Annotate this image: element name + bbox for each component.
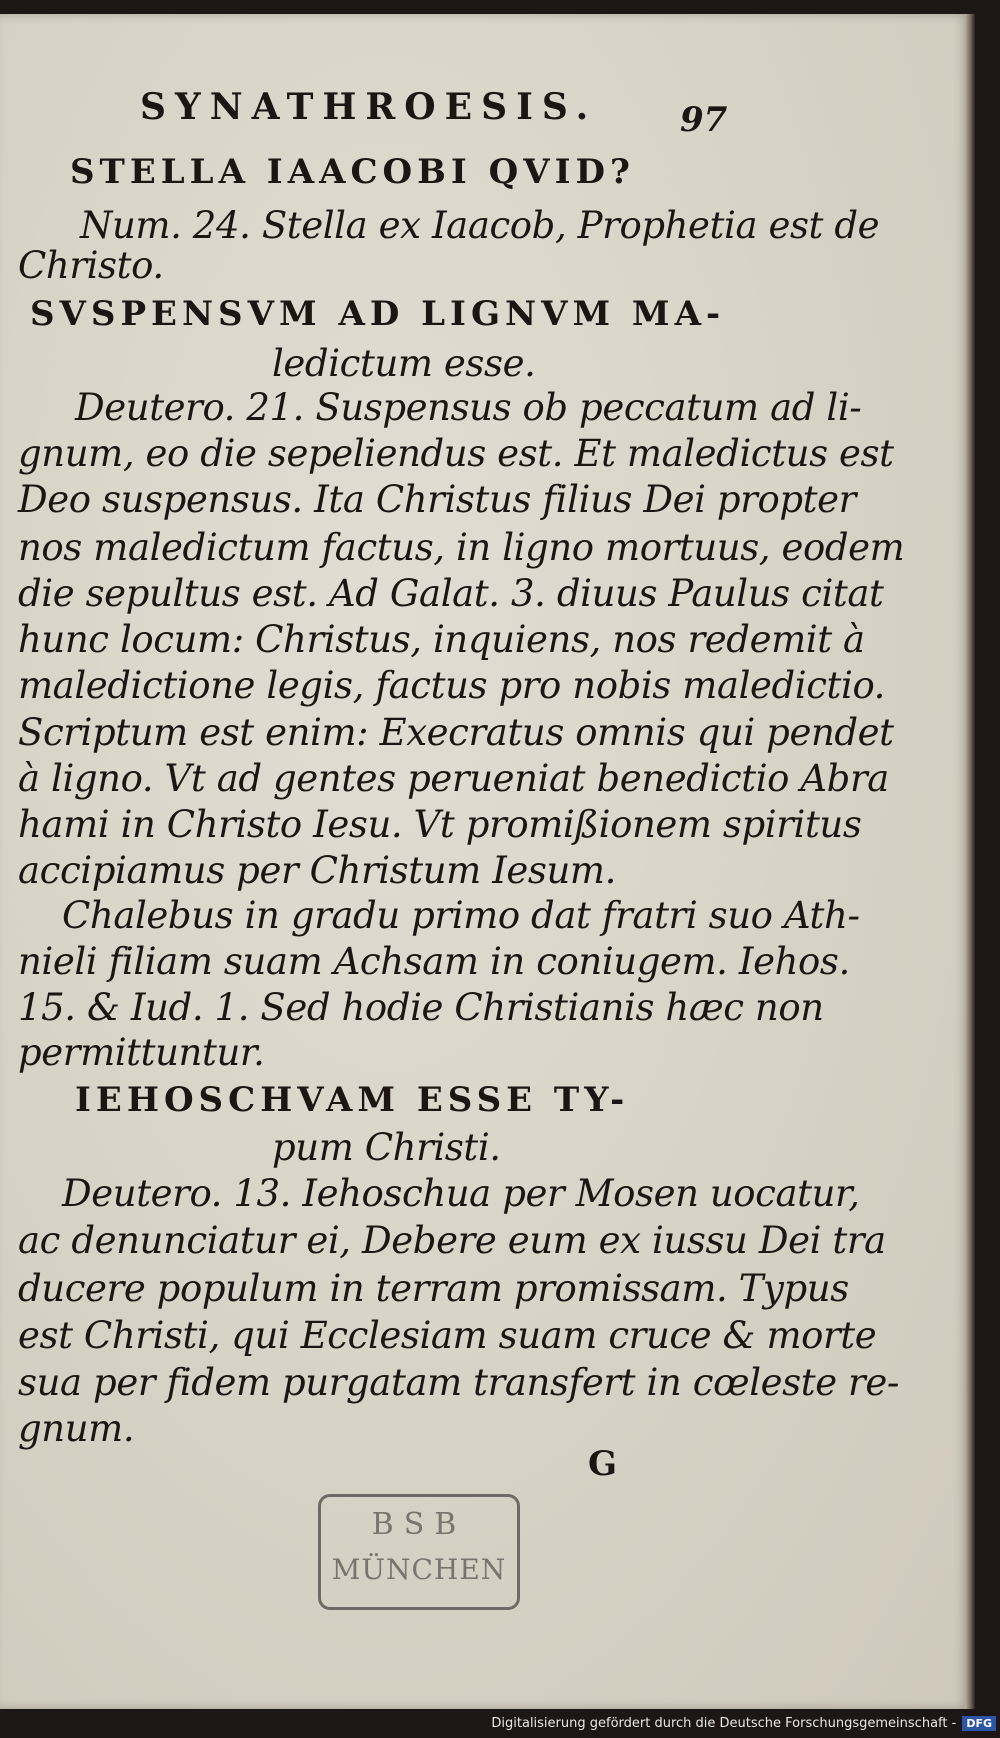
text-line: à ligno. Vt ad gentes perueniat benedictio Abra bbox=[18, 757, 889, 800]
text-line: hunc locum: Christus, inquiens, nos redemit à bbox=[18, 618, 865, 661]
section-heading: STELLA IAACOBI QVID? bbox=[70, 152, 635, 192]
page-edge bbox=[965, 14, 975, 1709]
page-number: 97 bbox=[680, 100, 728, 140]
signature-mark: G bbox=[588, 1444, 618, 1484]
text-line: accipiamus per Christum Iesum. bbox=[18, 849, 616, 892]
section-heading: IEHOSCHVAM ESSE TY- bbox=[75, 1080, 630, 1120]
running-head: SYNATHROESIS. bbox=[140, 86, 598, 128]
text-line: maledictione legis, factus pro nobis maledictio. bbox=[18, 664, 886, 707]
text-line: hami in Christo Iesu. Vt promißionem spiritus bbox=[18, 803, 862, 846]
text-line: gnum, eo die sepeliendus est. Et maledictus est bbox=[18, 432, 894, 475]
stamp-line-1: BSB bbox=[371, 1507, 467, 1542]
library-stamp bbox=[318, 1494, 520, 1610]
text-line: Christo. bbox=[18, 244, 164, 287]
book-page bbox=[0, 14, 970, 1709]
text-line: Num. 24. Stella ex Iaacob, Prophetia est de bbox=[80, 204, 880, 247]
digitization-footer bbox=[491, 1712, 996, 1734]
section-heading-continued: ledictum esse. bbox=[272, 342, 536, 385]
text-line: nos maledictum factus, in ligno mortuus, eodem bbox=[18, 526, 905, 569]
footer-text: Digitalisierung gefördert durch die Deutsche Forschungsgemeinschaft - bbox=[491, 1715, 957, 1731]
text-line: nieli filiam suam Achsam in coniugem. Iehos. bbox=[18, 940, 850, 983]
dfg-logo-icon: DFG bbox=[962, 1716, 996, 1731]
section-heading: SVSPENSVM AD LIGNVM MA- bbox=[30, 294, 726, 334]
section-heading-continued: pum Christi. bbox=[272, 1126, 501, 1169]
text-line: est Christi, qui Ecclesiam suam cruce & morte bbox=[18, 1314, 877, 1357]
text-line: Deutero. 21. Suspensus ob peccatum ad li- bbox=[75, 386, 862, 429]
text-line: Deo suspensus. Ita Christus filius Dei propter bbox=[18, 478, 856, 521]
text-line: gnum. bbox=[18, 1407, 135, 1450]
text-line: Scriptum est enim: Execratus omnis qui pendet bbox=[18, 711, 894, 754]
text-line: die sepultus est. Ad Galat. 3. diuus Paulus citat bbox=[18, 572, 884, 615]
text-line: permittuntur. bbox=[18, 1031, 265, 1074]
text-line: Deutero. 13. Iehoschua per Mosen uocatur, bbox=[62, 1172, 860, 1215]
stamp-line-2: MÜNCHEN bbox=[331, 1553, 507, 1586]
text-line: sua per fidem purgatam transfert in cœleste re- bbox=[18, 1361, 899, 1404]
text-line: ducere populum in terram promissam. Typus bbox=[18, 1267, 849, 1310]
text-line: Chalebus in gradu primo dat fratri suo Ath- bbox=[62, 894, 860, 937]
text-line: 15. & Iud. 1. Sed hodie Christianis hæc non bbox=[18, 986, 824, 1029]
text-line: ac denunciatur ei, Debere eum ex iussu Dei tra bbox=[18, 1219, 886, 1262]
